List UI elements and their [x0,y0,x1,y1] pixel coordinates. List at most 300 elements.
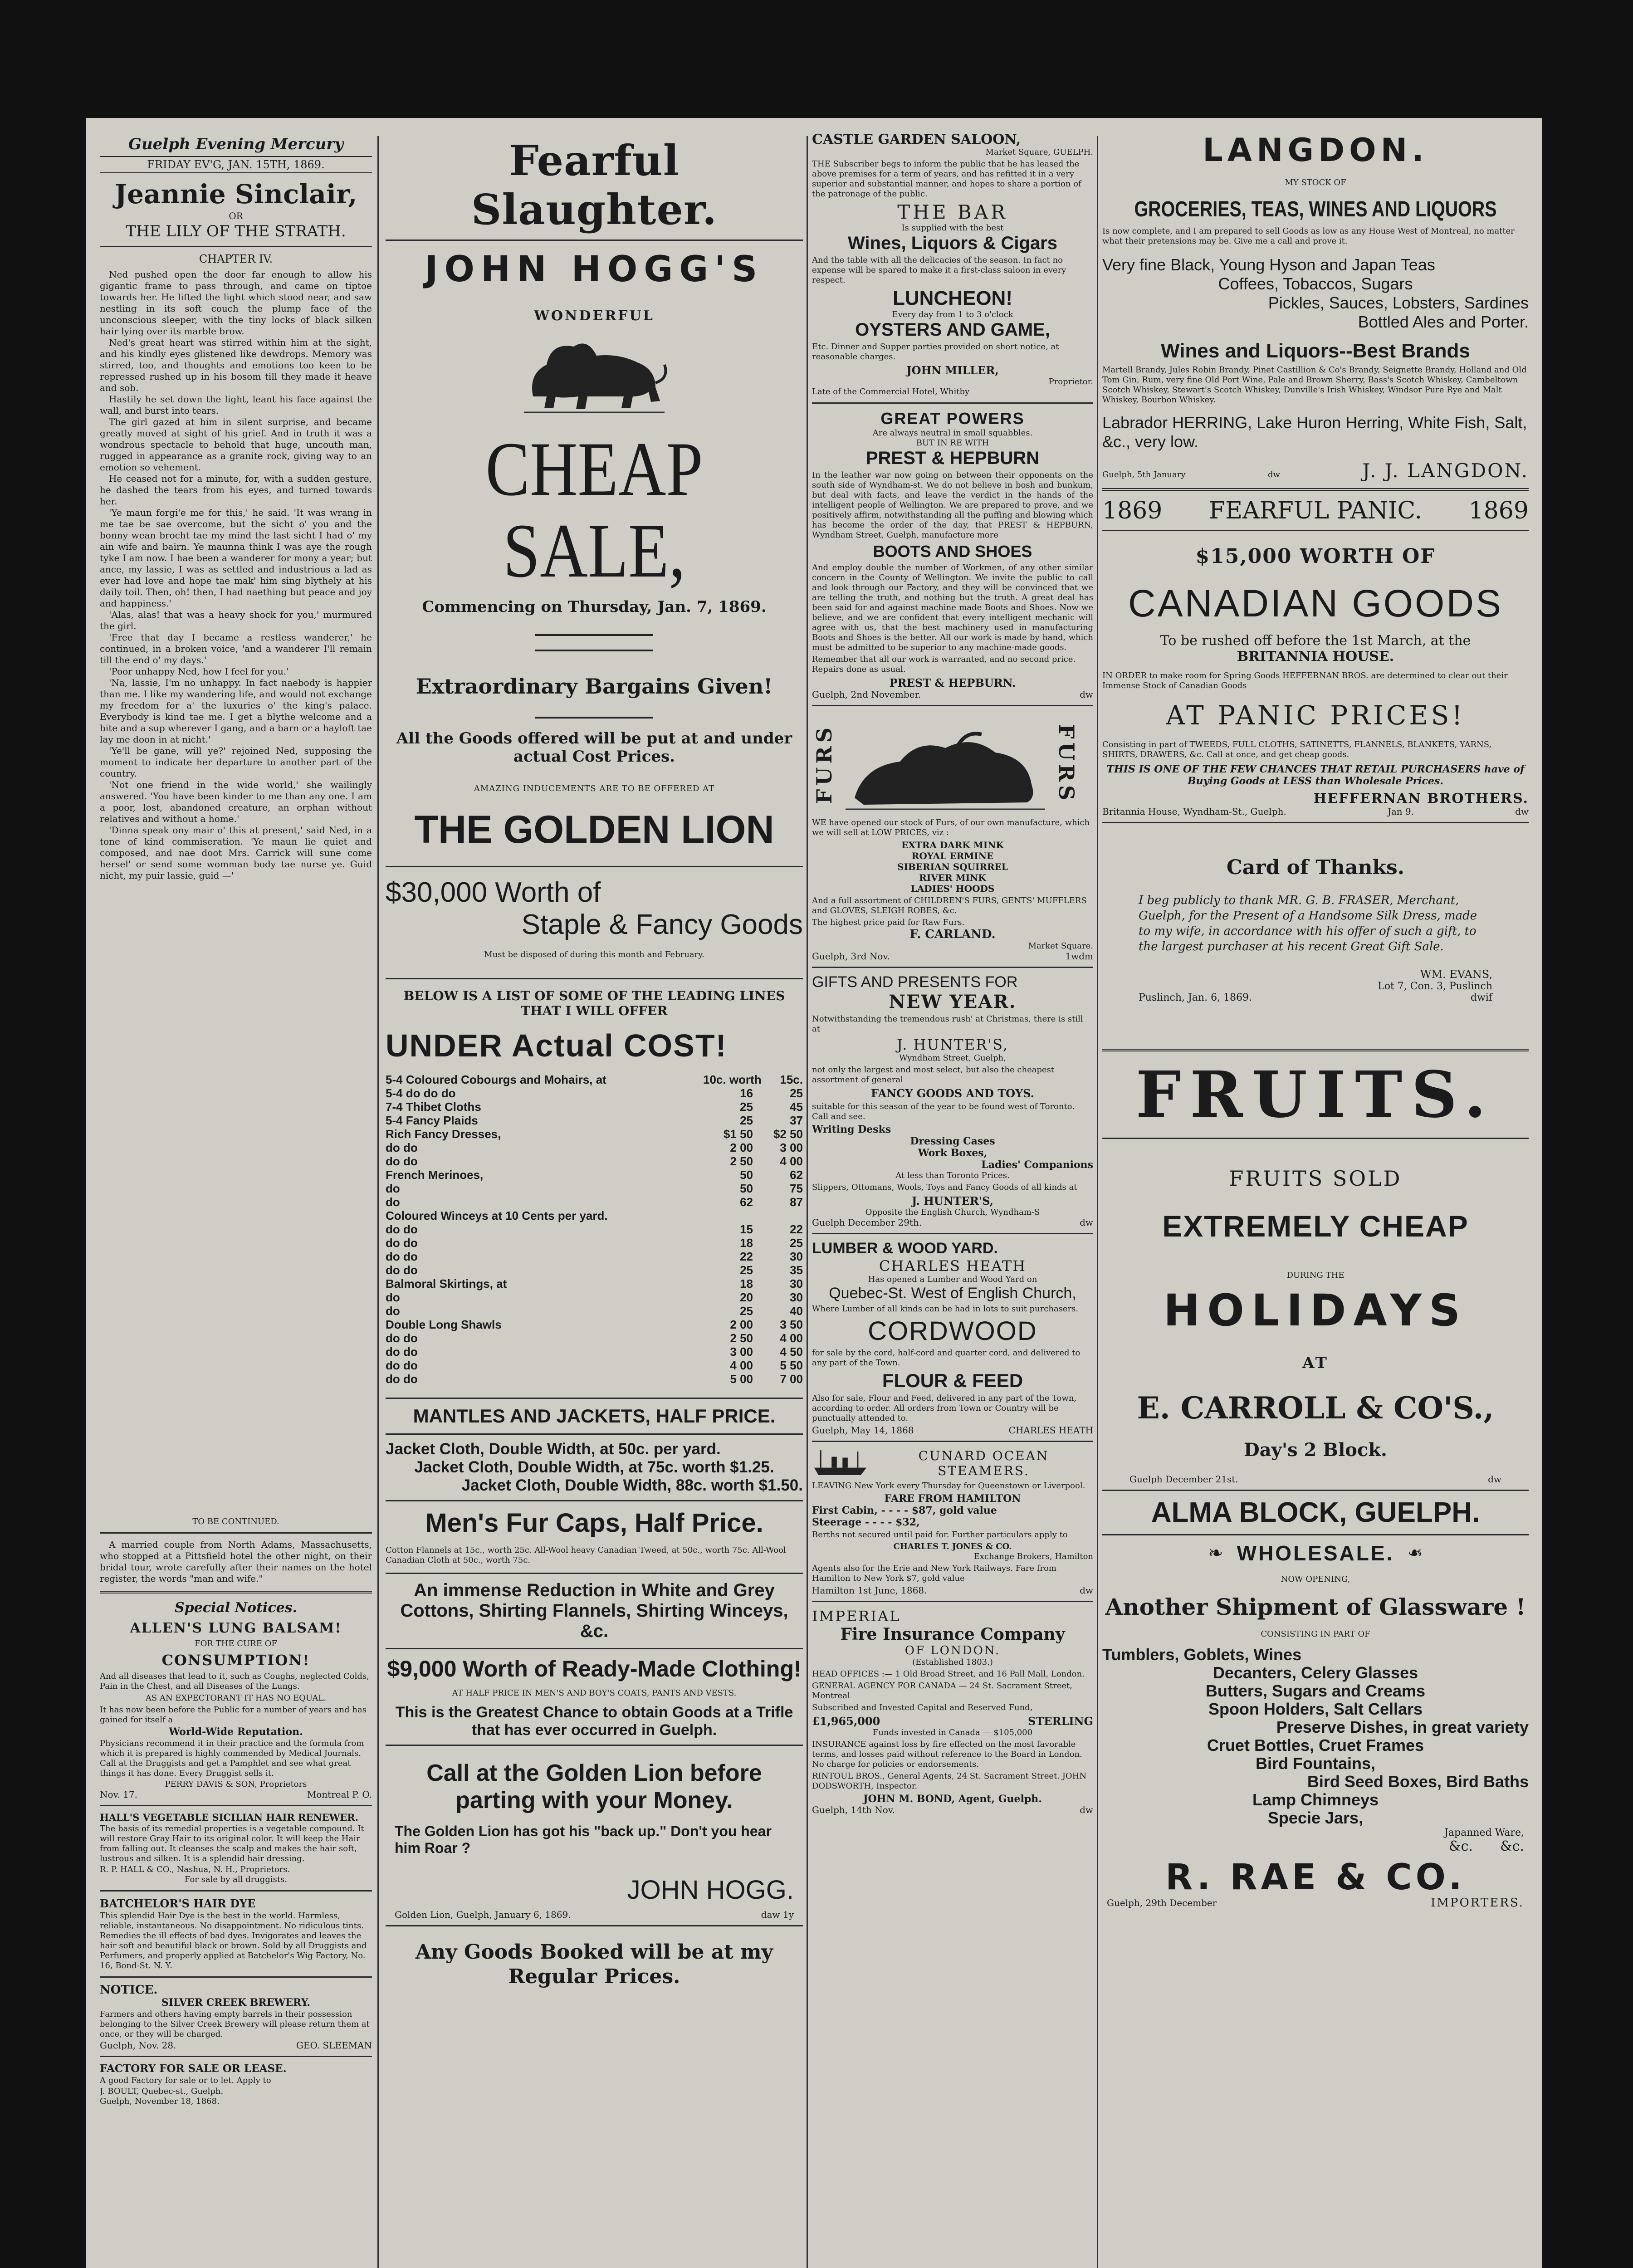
cotton-flannels: Cotton Flannels at 15c., worth 25c. All-Wool heavy Canadian Tweed, at 50c., worth 75c. All-Wool Canadian Cloth at 50c., worth 75c. [386,1545,786,1565]
ornament-right-icon: ❧ [1408,1543,1423,1564]
ad-body: suitable for this season of the year to be found west of Toronto. Call and see. [812,1102,1075,1121]
ad-heading: Fire Insurance Company [840,1625,1065,1644]
price-row [386,1236,803,1250]
price-item: do do [386,1359,418,1372]
ad-body: Slippers, Ottomans, Wools, Toys and Fancy Goods of all kinds at [812,1183,1077,1192]
ad-heading: ALLEN'S LUNG BALSAM! [130,1620,342,1636]
ad-halls-hair-renewer [100,1812,372,1885]
price-worth: 30 [790,1290,803,1304]
price-worth: 4 50 [780,1345,803,1359]
ad-body: IN ORDER to make room for Spring Goods HEFFERNAN BROS. are determined to clear out their Immense Stock of Canadian Goods [1102,671,1508,690]
year-label: 1869 [1468,497,1529,524]
ad-heading: FANCY GOODS AND TOYS. [870,1087,1035,1100]
column-story [100,132,372,2268]
price-row [386,1331,803,1345]
price-item: Balmoral Skirtings, at [386,1277,507,1290]
ad-heading: NOTICE. [100,1983,158,1997]
price-sale: 18 [740,1277,753,1290]
ad-dw: dw [1080,1217,1093,1228]
price-item: do do [386,1263,418,1277]
story-paragraph: He ceased not for a minute, for, with a sudden gesture, he dashed the tears from his eyes, and turned towards her. [100,473,372,507]
sign-dw: daw 1y [761,1909,794,1920]
glass-item: Decanters, Celery Glasses [1213,1663,1418,1682]
glass-item: Specie Jars, [1267,1809,1364,1827]
price-list [386,1073,803,1386]
fur-item: SIBERIAN SQUIRREL [897,861,1008,872]
ad-body: INSURANCE against loss by fire effected on the most favorable terms, and losses paid without reference to the Board in London. No charge for policies or endorsements. [812,1740,1082,1769]
ad-heading: Wines, Liquors & Cigars [848,233,1057,253]
jacket-line: Jacket Cloth, Double Width, at 50c. per yard. [386,1440,721,1458]
ad-furs [812,712,1093,961]
jacket-line: Jacket Cloth, Double Width, 88c. worth $1.50. [461,1476,803,1494]
price-item: do do [386,1141,418,1154]
to-be-continued: TO BE CONTINUED. [192,1517,279,1526]
price-worth [753,1209,803,1222]
ad-body: At less than Toronto Prices. [895,1171,1010,1180]
ad-item: Coffees, Tobaccos, Sugars [1218,274,1413,293]
ad-heading: OYSTERS AND GAME, [855,320,1050,340]
furs-side-label: FURS [812,723,836,804]
price-item: do [386,1290,400,1304]
ad-body: GENERAL AGENCY FOR CANADA — 24 St. Sacrament Street, Montreal [812,1681,1073,1701]
price-worth: 30 [790,1277,803,1290]
price-row [386,1086,803,1100]
ad-heading: $15,000 WORTH OF [1195,545,1436,568]
story-paragraph: Hastily he set down the light, leant his face against the wall, and burst into tears. [100,394,372,416]
special-notices-heading: Special Notices. [174,1600,298,1616]
ad-body: RINTOUL BROS., General Agents, 24 St. Sacrament Street. JOHN DODSWORTH, Inspector. [812,1771,1087,1791]
ad-signature: F. CARLAND. [909,928,996,941]
price-worth: $2 50 [773,1127,803,1141]
price-row [386,1263,803,1277]
column-john-hogg-ad [386,132,803,2268]
ad-card-of-thanks [1102,829,1529,1022]
ad-dw: 1wdm [1065,951,1093,962]
ad-body: Are always neutral in small squabbles. [872,428,1033,438]
news-item: A married couple from North Adams, Massachusetts, who stopped at a Pittsfield hotel the other night, on their bridal tour, wrote carefully after their names on the hotel register, the words "man and wife." [100,1539,372,1584]
capital-amount: £1,965,000 [812,1715,880,1728]
ad-body: A good Factory for sale or to let. Apply to [100,2076,271,2085]
story-paragraph: Ned's great heart was stirred within him at the sight, and his kindly eyes glistened like dewdrops. Memory was stirred, too, and thoughts and emotions too keen to be repressed rushed up in his bosom till they made it heave and sob. [100,337,372,393]
ornament-left-icon: ❧ [1208,1543,1223,1564]
ad-heading: GIFTS AND PRESENTS FOR [812,973,1018,991]
ad-heading: CASTLE GARDEN SALOON, [812,132,1021,147]
glass-item: Bird Seed Boxes, Bird Baths [1307,1772,1529,1791]
ad-date: Guelph, May 14, 1868 [812,1425,914,1436]
ad-body: for sale by the cord, half-cord and quarter cord, and delivered to any part of the Town. [812,1348,1081,1368]
fur-caps-heading: Men's Fur Caps, Half Price. [425,1508,763,1538]
ad-item: Bottled Ales and Porter. [1358,313,1529,331]
story-subtitle: THE LILY OF THE STRATH. [126,222,346,240]
price-worth: 37 [790,1114,803,1127]
ad-body: Is supplied with the best [901,223,1004,233]
ad-item: Ladies' Companions [981,1159,1093,1171]
ad-body: Funds invested in Canada — $105,000 [872,1728,1033,1737]
ad-signature: J. J. LANGDON. [1362,459,1529,482]
ad-date: Guelph, November 18, 1868. [100,2097,220,2106]
price-item: do do [386,1222,418,1236]
ad-body: CONSISTING IN PART OF [1261,1629,1370,1639]
price-item: Coloured Winceys at 10 Cents per yard. [386,1209,608,1222]
ad-item: Pickles, Sauces, Lobsters, Sardines [1268,293,1529,312]
ad-signature: R. P. HALL & CO., Nashua, N. H., Proprietors. [100,1865,290,1874]
ad-body: Also for sale, Flour and Feed, delivered in any part of the Town, according to order. All orders from Town or Country will be punctually attended to. [812,1393,1077,1423]
price-sale: 18 [740,1236,753,1250]
ad-signature: J. BOULT, Quebec-st., Guelph. [100,2087,224,2096]
ad-allens-lung-balsam [100,1620,372,1799]
jacket-line: Jacket Cloth, Double Width, at 75c. worth $1.25. [414,1458,774,1476]
ad-body: Exchange Brokers, Hamilton [973,1552,1093,1561]
price-item: 5-4 Fancy Plaids [386,1114,478,1127]
ad-body: Physicians recommend it in their practice and the formula from which it is prepared is highly commended by Medical Journals. Call at the Druggists and get a Pamphlet and see what great things it has done. Every Druggist sells it. [100,1739,364,1778]
price-worth: 30 [790,1250,803,1263]
fur-item: RIVER MINK [919,872,986,883]
ad-item: Japanned Ware, [1444,1827,1524,1838]
ad-body: I beg publicly to thank MR. G. B. FRASER, Merchant, Guelph, for the Present of a Handsome Silk Dress, made to my wife, in accordance with his offer of such a gift, to the largest purchaser at his recent Great Gift Sale. [1139,894,1477,953]
currency-label: STERLING [1028,1715,1093,1728]
ad-place: Opposite the English Church, Wyndham-S [865,1207,1040,1217]
price-sale: 5 00 [730,1372,753,1386]
ad-heading: NEW YEAR. [889,991,1017,1012]
amazing-inducements: AMAZING INDUCEMENTS ARE TO BE OFFERED AT [474,784,715,793]
ad-body: THIS IS ONE OF THE FEW CHANCES THAT RETAIL PURCHASERS have of Buying Goods at LESS than Wholesale Prices. [1106,763,1525,787]
ad-heading: CORDWOOD [868,1316,1037,1346]
ad-cunard [812,1447,1093,1595]
ad-date: Guelph, 14th Nov. [812,1804,895,1815]
price-item: do do [386,1250,418,1263]
ad-signature: JOHN MILLER, [906,364,999,377]
ad-heading: CANADIAN GOODS [1128,582,1503,625]
story-paragraph: 'Na, lassie, I'm no unhappy. In fact naebody is happier than me. I like my wandering life, and would not exchange my freedom for a' the luxuries o' the king's palace. Everybody is kind tae me. I get a blythe welcome and a bite and a sup wherever I gang, and a barn or a hayloft tae lay me doon in at nicht.' [100,677,372,745]
price-sale: $1 50 [723,1127,753,1141]
golden-lion-heading: THE GOLDEN LION [414,808,774,851]
price-item: do do [386,1345,418,1359]
ad-body: Berths not secured until paid for. Further particulars apply to [812,1530,1068,1540]
ad-place: Market Square, GUELPH. [985,147,1093,157]
ad-body: BUT IN RE WITH [916,438,989,448]
ad-body: DURING THE [1286,1271,1345,1280]
ad-dw: dw [1080,1804,1093,1815]
glass-item: Preserve Dishes, in great variety [1276,1718,1529,1736]
ad-body: Has opened a Lumber and Wood Yard on [868,1275,1037,1284]
extraordinary: Extraordinary Bargains Given! [416,674,773,699]
ad-item: Writing Desks [812,1124,891,1135]
price-sale: 3 00 [730,1345,753,1359]
price-item: 5-4 do do do [386,1086,456,1100]
ad-heading: FRUITS. [1135,1058,1496,1132]
price-worth: 40 [790,1304,803,1318]
ad-body: Consisting in part of TWEEDS, FULL CLOTHS, SATINETTS, FLANNELS, BLANKETS, YARNS, SHIRTS, DRAWERS, &c. Call at once, and get cheap goods. [1102,740,1492,759]
price-row [386,1318,803,1331]
fur-list [812,840,1093,894]
price-row [386,1345,803,1359]
masthead: Guelph Evening Mercury [128,135,344,153]
ad-date: Guelph, Nov. 28. [100,2040,176,2051]
fur-item: LADIES' HOODS [910,883,995,894]
price-worth: 5 50 [780,1359,803,1372]
story-body [100,269,372,1514]
price-row [386,1182,803,1195]
price-worth: 25 [790,1236,803,1250]
ad-place: Montreal P. O. [307,1789,372,1800]
commencing: Commencing on Thursday, Jan. 7, 1869. [422,598,767,616]
ad-heading: WHOLESALE. [1237,1541,1394,1565]
price-row [386,1114,803,1127]
price-worth: 4 00 [780,1331,803,1345]
ad-body: Every day from 1 to 3 o'clock [892,310,1013,319]
ad-subheading: MY STOCK OF [1285,178,1346,187]
price-sale: 10c. worth [703,1073,762,1086]
ad-heading: CUNARD OCEAN STEAMERS. [918,1448,1049,1478]
ad-item: Dressing Cases [910,1135,995,1147]
ad-item: &c. [1500,1838,1524,1854]
disposed-note: Must be disposed of during this month and February. [484,950,704,959]
ad-date: Nov. 17. [100,1789,137,1800]
story-paragraph: 'Ye'll be gane, will ye?' rejoined Ned, supposing the moment to indicate her departure to another part of the country. [100,745,372,779]
ad-body: (Established 1803.) [912,1657,993,1667]
ad-subheading: IMPORTERS. [1431,1896,1524,1910]
half-price-note: AT HALF PRICE IN MEN'S AND BOY'S COATS, PANTS AND VESTS. [452,1688,737,1698]
ad-langdon [1102,132,1529,482]
column-right-ads [1102,132,1529,2268]
ad-heffernan [1102,497,1529,816]
ad-item: Work Boxes, [918,1147,988,1159]
price-item: do [386,1182,400,1195]
story-paragraph: 'Poor unhappy Ned, how I feel for you.' [109,666,289,677]
ad-heading: PREST & HEPBURN [865,448,1040,468]
price-item: do [386,1304,400,1318]
story-paragraph: 'Ye maun forgi'e me for this,' he said. 'It was wrang in me tae be sae overcome, but the sicht o' you and the bonny wean brocht tae my mind the last sicht I had o' my ain wife and bairn. Ye maunna think I was aye the rough tyke I am now. I hae been a wanderer for mony a year; but ance, my lassie, I was as settled and industrious a lad as ever had love and hope tae mak' him sing blythely at his daily toil. Then, oh! then, I had naething but peace and joy and happiness.' [100,507,372,609]
ad-heading: HOLIDAYS [1163,1285,1468,1336]
staple-fancy: Staple & Fancy Goods [521,909,803,940]
ad-heading: GREAT POWERS [880,409,1025,428]
ad-body: Farmers and others having empty barrels in their possession belonging to the Silver Creek Brewery will please return them at once, or they will be charged. [100,2009,370,2039]
story-paragraph: 'Not one friend in the wide world,' she wailingly answered. 'You have been kinder to me than any one. I am a poor, lost, abandoned creature, an orphan without relatives and without a home.' [100,779,372,824]
ad-body: The basis of its remedial properties is a vegetable compound. It will restore Gray Hair to its original color. It will keep the Hair from falling out. It cleanses the scalp and makes the hair soft, lustrous and silken. It is a splendid hair dressing. [100,1824,364,1863]
ad-heading: Quebec-St. West of English Church, [829,1285,1076,1302]
price-worth: 87 [790,1195,803,1209]
story-paragraph: The girl gazed at him in silent surprise, and became greatly moved at sight of his grief. And in truth it was a wondrous spectacle to behold that huge, uncouth man, rugged in appearance as a granite rock, giving way to an emotion so vehement. [100,416,372,473]
wonderful: WONDERFUL [534,308,655,324]
ad-subheading: FOR THE CURE OF [195,1639,277,1648]
ad-body: Martell Brandy, Jules Robin Brandy, Pinet Castillion & Co's Brandy, Seignette Brandy, Holland and Old Tom Gin, Rum, very fine Old Port Wine, Pale and Brown Sherry, Bass's Scotch Whiskey, Cambeltown Scotch Whiskey, Stewart's Scotch Whiskey, Dunville's Irish Whiskey, Windsor Pure Rye and Malt Whiskey, Bourbon Whiskey. [1102,365,1527,405]
ready-made-clothing: $9,000 Worth of Ready-Made Clothing! [387,1656,802,1681]
story-paragraph: 'Free that day I became a restless wanderer,' he continued, in a broken voice, 'and a wanderer I'll remain till the end o' my days.' [100,632,372,665]
ad-dw: dw [1080,1585,1093,1596]
price-worth: 3 50 [780,1318,803,1331]
ad-body: The highest price paid for Raw Furs. [812,918,965,927]
ad-heading: LANGDON. [1203,132,1428,169]
ad-body: Remember that all our work is warranted, and no second price. Repairs done as usual. [812,655,1076,674]
price-item: do do [386,1372,418,1386]
ad-heading: Another Shipment of Glassware ! [1105,1593,1526,1620]
ad-body: NOW OPENING, [1281,1574,1350,1584]
ad-lumber-wood-yard [812,1240,1093,1435]
ad-hunter-gifts [812,973,1093,1227]
ad-body: Agents also for the Erie and New York Railways. Fare from Hamilton to New York $7, gold value [812,1564,1056,1583]
ad-heading: HALL'S VEGETABLE SICILIAN HAIR RENEWER. [100,1812,359,1823]
price-sale: 2 00 [730,1318,753,1331]
all-goods: All the Goods offered will be put at and under actual Cost Prices. [396,729,792,766]
greatest-chance: This is the Greatest Chance to obtain Goods at a Trifle that has ever occurred in Guelph. [395,1704,793,1739]
ad-body: It has now been before the Public for a number of years and has gained for itself a [100,1705,367,1725]
ad-signature: CHARLES T. JONES & CO. [893,1542,1012,1551]
ad-heading: E. CARROLL & CO'S., [1137,1390,1494,1426]
price-sale: 4 00 [730,1359,753,1372]
ad-body: Is now complete, and I am prepared to sell Goods as low as any House West of Montreal, no matter what their pretensions may be. Give me a call and prove it. [1102,226,1515,246]
lion-illustration-icon [519,328,669,419]
price-worth: 15c. [780,1073,803,1086]
ad-heading: LUMBER & WOOD YARD. [812,1240,998,1257]
ad-signature: PREST & HEPBURN. [889,676,1016,689]
ad-dw: dw [1488,1474,1501,1485]
glass-item: Lamp Chimneys [1252,1790,1379,1809]
ad-body: HEAD OFFICES :— 1 Old Broad Street, and 16 Pall Mall, London. [812,1669,1085,1679]
ad-place: Lot 7, Con. 3, Puslinch [1378,981,1492,992]
ad-batchelors-hair-dye [100,1897,372,1971]
ad-date: Guelph, 5th January [1102,470,1186,479]
call-at-golden-lion: Call at the Golden Lion before parting with your Money. [426,1760,762,1813]
chapter-heading: CHAPTER IV. [199,253,273,265]
ad-silver-creek-brewery [100,1983,372,2050]
ad-body: In the leather war now going on between their opponents on the south side of Wyndham-st. We do not believe in bosh and bunkum, but deal with facts, and leave the verdict in the hands of the intelligent people of Wellington. We are prepared to prove, and we positively affirm, notwithstanding all the puffing and blowing which has become the order of the day, that PREST & HEPBURN, Wyndham Street, Guelph, manufacture more [812,470,1093,540]
ad-dw: dwif [1470,992,1492,1003]
price-row [386,1073,803,1086]
price-row [386,1372,803,1386]
price-item: Rich Fancy Dresses, [386,1127,501,1141]
ad-subheading: FARE FROM HAMILTON [884,1493,1021,1505]
goods-booked: Any Goods Booked will be at my Regular Prices. [415,1941,773,1988]
price-sale: 25 [740,1100,753,1114]
story-paragraph: Ned pushed open the door far enough to allow his gigantic frame to pass through, and came on tiptoe towards her. He lifted the light which stood near, and saw nestling in its soft couch the plump face of the unconscious sleeper, with the tiny locks of black silken hair lying over its marble brow. [100,269,372,337]
column-rule [377,136,379,2268]
ad-heading: FLOUR & FEED [882,1370,1023,1391]
ad-place: Wyndham Street, Guelph, [899,1053,1006,1063]
ad-signature: J. HUNTER'S, [911,1194,994,1207]
price-item: French Merinoes, [386,1168,484,1182]
price-row [386,1168,803,1182]
ad-signature: HEFFERNAN BROTHERS. [1313,791,1529,807]
price-row [386,1209,803,1222]
ad-body: Where Lumber of all kinds can be had in lots to suit purchasers. [812,1304,1079,1314]
column-rule [1097,136,1098,2268]
ad-body: For sale by all druggists. [184,1875,288,1884]
ad-heading: FACTORY FOR SALE OR LEASE. [100,2063,287,2075]
price-sale: 2 50 [730,1154,753,1168]
ad-heading: FEARFUL PANIC. [1209,497,1422,524]
price-item: Double Long Shawls [386,1318,502,1331]
ad-heading: J. HUNTER'S, [896,1036,1009,1053]
ad-signature: WM. EVANS, [1420,968,1492,981]
ad-body: To be rushed off before the 1st March, at the [1160,633,1471,649]
ad-imperial-fire-insurance [812,1608,1093,1815]
ad-heading: Card of Thanks. [1226,856,1405,879]
year-label: 1869 [1102,497,1163,524]
ad-body: This splendid Hair Dye is the best in the world. Harmless, reliable, instantaneous. No disappointment. No ridiculous tints. Remedies the ill effects of bad dyes. Invigorates and leaves the hair soft and beautiful black or brown. Sold by all Druggists and Perfumers, and properly applied at Batchelor's Wig Factory, No. 16, Bond-St. N. Y. [100,1911,367,1970]
price-sale: 15 [740,1222,753,1236]
price-item: do do [386,1331,418,1345]
ad-date: Hamilton 1st June, 1868. [812,1585,927,1596]
ad-heading: ALMA BLOCK, GUELPH. [1151,1497,1480,1528]
ad-heading: CHARLES HEATH [879,1257,1027,1275]
ad-signature: PERRY DAVIS & SON, Proprietors [165,1779,307,1789]
price-sale [703,1209,753,1222]
ad-body: And all diseases that lead to it, such as Coughs, neglected Colds, Pain in the Chest, and all Diseases of the Lungs. [100,1672,369,1691]
price-row [386,1100,803,1114]
column-rule [807,136,808,2268]
ad-date: Guelph, 3rd Nov. [812,951,890,962]
price-sale: 2 50 [730,1331,753,1345]
fur-item: EXTRA DARK MINK [901,840,1004,850]
ad-heading: Wines and Liquors--Best Brands [1161,340,1470,362]
price-worth: 75 [790,1182,803,1195]
ad-subheading: SILVER CREEK BREWERY. [161,1997,311,2009]
glass-item: Tumblers, Goblets, Wines [1102,1645,1302,1664]
ad-date: Guelph, 29th December [1107,1897,1217,1908]
story-title: Jeannie Sinclair, [114,179,357,210]
price-sale: 25 [740,1263,753,1277]
price-row [386,1127,803,1141]
ad-body: And the table with all the delicacies of the season. In fact no expense will be spared to make it a first-class saloon in every respect. [812,255,1066,285]
steamship-icon [812,1447,869,1479]
glass-item: Cruet Bottles, Cruet Frames [1207,1736,1424,1755]
issue-date: FRIDAY EV'G, JAN. 15TH, 1869. [100,156,372,173]
roar: The Golden Lion has got his "back up." Don't you hear him Roar ? [395,1823,772,1856]
ad-heading: EXTREMELY CHEAP [1162,1209,1469,1243]
price-row [386,1277,803,1290]
ad-heading: THE BAR [897,201,1008,223]
price-item: 5-4 Coloured Cobourgs and Mohairs, at [386,1073,606,1086]
headline: Fearful Slaughter. [471,136,718,234]
ad-date: Guelph December 21st. [1129,1474,1238,1485]
list-intro: BELOW IS A LIST OF SOME OF THE LEADING LINES THAT I WILL OFFER [403,988,785,1018]
ad-item: &c. [1448,1838,1473,1854]
ad-body: And a full assortment of CHILDREN'S FURS, GENTS' MUFFLERS and GLOVES, SLEIGH ROBES, &c. [812,896,1087,915]
ad-item: Steerage - - - - $32, [812,1516,920,1528]
ad-signature: JOHN M. BOND, Agent, Guelph. [863,1793,1042,1805]
story-paragraph: 'Alas, alas! that was a heavy shock for you,' murmured the girl. [100,609,372,631]
price-worth: 45 [790,1100,803,1114]
price-row [386,1154,803,1168]
ad-place: Market Square. [1028,941,1093,951]
price-sale: 50 [740,1168,753,1182]
cheap-sale: CHEAP SALE, [485,426,703,593]
ad-body: AT [1302,1354,1329,1372]
ad-body: LEAVING New York every Thursday for Queenstown or Liverpool. [812,1481,1085,1491]
price-item: 7-4 Thibet Cloths [386,1100,481,1114]
ad-heading: IMPERIAL [812,1608,901,1625]
ad-place: Britannia House, Wyndham-St., Guelph. [1102,806,1286,817]
ad-body: Notwithstanding the tremendous rush' at Christmas, there is still at [812,1014,1083,1034]
ad-carroll-fruits [1102,1058,1529,1484]
ad-heading: CONSUMPTION! [161,1652,310,1669]
ad-body: Proprietor. [1048,377,1093,386]
worth-amount: $30,000 Worth of [386,877,601,908]
ad-subheading: AS AN EXPECTORANT IT HAS NO EQUAL. [145,1693,327,1703]
ad-date: Guelph, 2nd November. [812,689,921,700]
immense-reduction: An immense Reduction in White and Grey Cottons, Shirting Flannels, Shirting Winceys, &c. [400,1580,788,1641]
ad-body: Late of the Commercial Hotel, Whitby [812,387,970,396]
ad-subheading: World-Wide Reputation. [169,1726,303,1738]
price-sale: 16 [740,1086,753,1100]
price-row [386,1290,803,1304]
ad-dw: dw [1515,806,1529,817]
ad-factory-for-sale [100,2063,372,2107]
price-sale: 20 [740,1290,753,1304]
price-sale: 25 [740,1114,753,1127]
ad-heading: BATCHELOR'S HAIR DYE [100,1897,256,1910]
price-worth: 4 00 [780,1154,803,1168]
